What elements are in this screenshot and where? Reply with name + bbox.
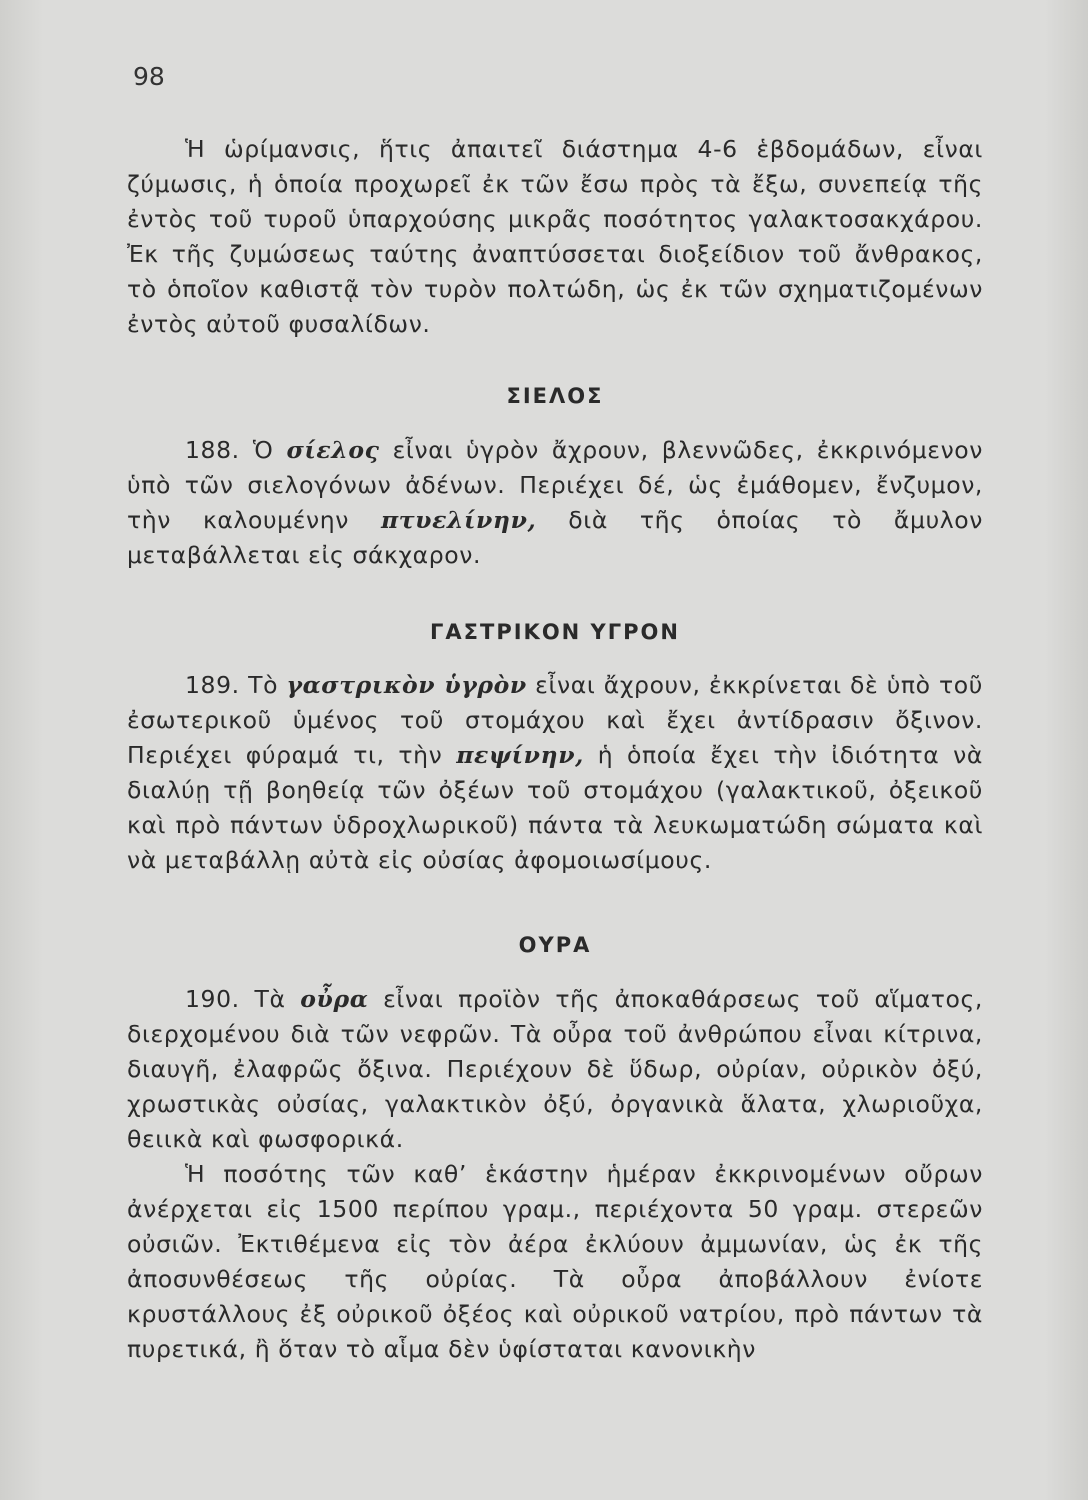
- text-fragment: ἡ ὁποία ἔχει τὴν ἰδιότητα νὰ διαλύῃ τῇ βοηθείᾳ τῶν ὀξέων τοῦ στομάχου (γαλακτικοῦ, ὀξεικοῦ καὶ πρὸ πάντων ὑδροχλωρικοῦ) πάντα τὰ λευκωματώδη σώματα καὶ νὰ μεταβάλλῃ αὐτὰ εἰς οὐσίας ἀφομοιωσίμους.: [127, 741, 984, 874]
- section-number: 188.: [185, 436, 240, 464]
- intro-paragraph: Ἡ ὡρίμανσις, ἥτις ἀπαιτεῖ διάστημα 4-6 ἑβδομάδων, εἶναι ζύμωσις, ἡ ὁποία προχωρεῖ ἐκ τῶν ἔσω πρὸς τὰ ἔξω, συνεπείᾳ τῆς ἐντὸς τοῦ τυροῦ ὑπαρχούσης μικρᾶς ποσότητος γαλακτοσακχάρου. Ἐκ τῆς ζυμώσεως ταύτης ἀναπτύσσεται διοξείδιον τοῦ ἄνθρακος, τὸ ὁποῖον καθιστᾷ τὸν τυρὸν πολτώδη, ὡς ἐκ τῶν σχηματιζομένων ἐντὸς αὐτοῦ φυσαλίδων.: [127, 135, 983, 338]
- heading-sielos: ΣΙΕΛΟΣ: [506, 384, 604, 408]
- text-fragment: εἶναι ἄχρουν, ἐκκρίνεται δὲ ὑπὸ τοῦ ἐσωτερικοῦ ὑμένος τοῦ στομάχου καὶ ἔχει ἀντίδρασιν ὄξινον. Περιέχει φύραμά τι, τὴν: [127, 671, 983, 769]
- heading-gastrikon-ygron: ΓΑΣΤΡΙΚΟΝ ΥΓΡΟΝ: [430, 620, 680, 644]
- term-gastrikon-ygron: γαστρικὸν ὑγρὸν: [286, 671, 527, 699]
- text-fragment: εἶναι ὑγρὸν ἄχρουν, βλεννῶδες, ἐκκρινόμενον ὑπὸ τῶν σιελογόνων ἀδένων. Περιέχει δέ, ὡς ἐμάθομεν, ἔνζυμον, τὴν καλουμένην: [127, 436, 983, 534]
- text-fragment: Ὁ: [252, 436, 274, 464]
- text-fragment: Τὸ: [248, 671, 279, 699]
- section-189: [127, 668, 983, 878]
- section-number: 190.: [185, 985, 240, 1013]
- term-oura: οὖρα: [300, 985, 369, 1013]
- term-ptyelini: πτυελίνην,: [380, 506, 537, 534]
- paragraph-189: [127, 668, 983, 878]
- paragraph-190-quantity: Ἡ ποσότης τῶν καθ’ ἑκάστην ἡμέραν ἐκκρινομένων οὔρων ἀνέρχεται εἰς 1500 περίπου γραμ., περιέχοντα 50 γραμ. στερεῶν οὐσιῶν. Ἐκτιθέμενα εἰς τὸν ἀέρα ἐκλύουν ἀμμωνίαν, ὡς ἐκ τῆς ἀποσυνθέσεως τῆς οὐρίας. Τὰ οὖρα ἀποβάλλουν ἐνίοτε κρυστάλλους ἐξ οὐρικοῦ ὀξέος καὶ οὐρικοῦ νατρίου, πρὸ πάντων τὰ πυρετικά, ἢ ὅταν τὸ αἷμα δὲν ὑφίσταται κανονικὴν: [127, 1160, 983, 1363]
- section-190: [127, 982, 983, 1367]
- paragraph-188: [127, 433, 983, 573]
- section-number: 189.: [185, 671, 240, 699]
- text-fragment: Τὰ: [254, 985, 286, 1013]
- term-pepsini: πεψίνην,: [456, 741, 584, 769]
- text-fragment: εἶναι προϊὸν τῆς ἀποκαθάρσεως τοῦ αἵματος, διερχομένου διὰ τῶν νεφρῶν. Τὰ οὖρα τοῦ ἀνθρώπου εἶναι κίτρινα, διαυγῆ, ἐλαφρῶς ὄξινα. Περιέχουν δὲ ὕδωρ, οὐρίαν, οὐρικὸν ὀξύ, χρωστικὰς οὐσίας, γαλακτικὸν ὀξύ, ὀργανικὰ ἅλατα, χλωριοῦχα, θειικὰ καὶ φωσφορικά.: [127, 985, 983, 1153]
- page-number: 98: [133, 62, 165, 91]
- intro-paragraph-block: [127, 132, 983, 342]
- term-sielos: σίελος: [286, 436, 380, 464]
- text-fragment: διὰ τῆς ὁποίας τὸ ἄμυλον μεταβάλλεται εἰς σάκχαρον.: [127, 506, 983, 569]
- paragraph-190: [127, 982, 983, 1157]
- heading-oura: ΟΥΡΑ: [518, 933, 592, 957]
- section-188: [127, 433, 983, 573]
